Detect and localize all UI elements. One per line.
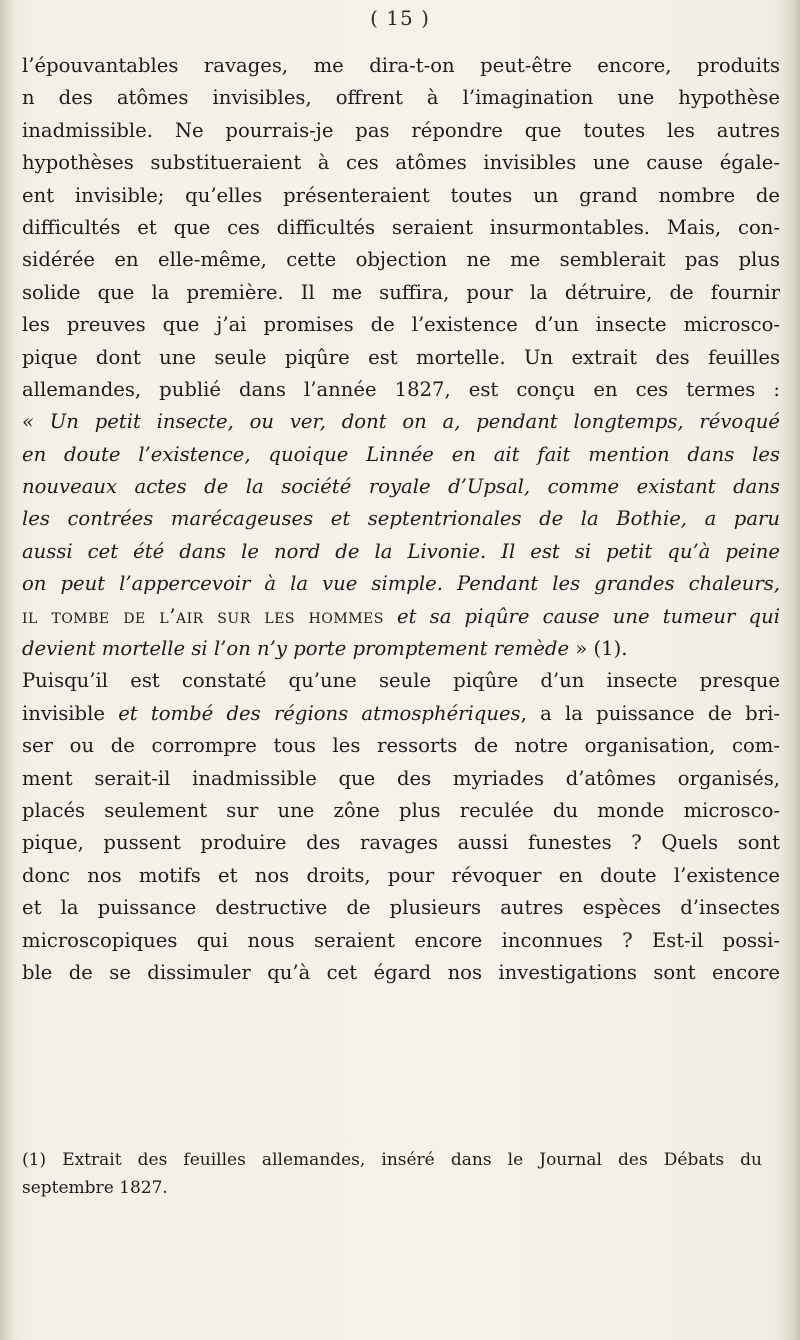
text-line: aussi cet été dans le nord de la Livonie. Il est si petit qu’à peine bbox=[22, 539, 780, 563]
text-line: allemandes, publié dans l’année 1827, est conçu en ces termes : bbox=[22, 377, 780, 401]
text-line: n des atômes invisibles, offrent à l’imagination une hypothèse bbox=[22, 86, 780, 110]
page-gutter-shadow bbox=[0, 0, 14, 1340]
text-line: devient mortelle si l’on n’y porte promptement remède » (1). bbox=[22, 637, 628, 661]
text-line: pique, pussent produire des ravages aussi funestes ? Quels sont bbox=[22, 831, 780, 855]
main-text-block bbox=[22, 50, 780, 989]
text-line: ment serait-il inadmissible que des myriades d’atômes organisés, bbox=[22, 766, 780, 790]
text-line: inadmissible. Ne pourrais-je pas répondre que toutes les autres bbox=[22, 118, 780, 142]
text-line: ble de se dissimuler qu’à cet égard nos investigations sont encore bbox=[22, 960, 780, 984]
footnote-line: septembre 1827. bbox=[22, 1178, 168, 1198]
text-line: il tombe de l’air sur les hommes et sa piqûre cause une tumeur qui bbox=[22, 604, 780, 628]
text-line: placés seulement sur une zône plus reculée du monde microsco- bbox=[22, 798, 780, 822]
text-line: difficultés et que ces difficultés seraient insurmontables. Mais, con- bbox=[22, 215, 780, 239]
page-edge-shadow bbox=[782, 0, 800, 1340]
footnote-line: (1) Extrait des feuilles allemandes, inséré dans le Journal des Débats du bbox=[22, 1150, 762, 1170]
text-line: Puisqu’il est constaté qu’une seule piqûre d’un insecte presque bbox=[22, 669, 780, 693]
text-line: les contrées marécageuses et septentrionales de la Bothie, a paru bbox=[22, 507, 780, 531]
text-line: en doute l’existence, quoique Linnée en ait fait mention dans les bbox=[22, 442, 780, 466]
text-line: pique dont une seule piqûre est mortelle. Un extrait des feuilles bbox=[22, 345, 780, 369]
text-line: hypothèses substitueraient à ces atômes invisibles une cause égale- bbox=[22, 151, 780, 175]
text-line: les preuves que j’ai promises de l’existence d’un insecte microsco- bbox=[22, 313, 780, 337]
footnote-block bbox=[22, 1146, 762, 1202]
text-line: l’épouvantables ravages, me dira-t-on peut-être encore, produits bbox=[22, 54, 780, 77]
text-line: ser ou de corrompre tous les ressorts de notre organisation, com- bbox=[22, 734, 780, 758]
text-line: donc nos motifs et nos droits, pour révoquer en doute l’existence bbox=[22, 863, 780, 887]
text-line: solide que la première. Il me suffira, pour la détruire, de fournir bbox=[22, 280, 780, 304]
text-line: « Un petit insecte, ou ver, dont on a, pendant longtemps, révoqué bbox=[22, 410, 780, 434]
text-line: invisible et tombé des régions atmosphériques, a la puissance de bri- bbox=[22, 701, 780, 725]
text-line: on peut l’appercevoir à la vue simple. Pendant les grandes chaleurs, bbox=[22, 572, 780, 596]
text-line: nouveaux actes de la société royale d’Upsal, comme existant dans bbox=[22, 475, 780, 499]
text-line: sidérée en elle-même, cette objection ne me semblerait pas plus bbox=[22, 248, 780, 272]
text-line: microscopiques qui nous seraient encore inconnues ? Est-il possi- bbox=[22, 928, 780, 952]
page-number: ( 15 ) bbox=[370, 6, 430, 30]
text-line: et la puissance destructive de plusieurs autres espèces d’insectes bbox=[22, 896, 780, 920]
text-line: ent invisible; qu’elles présenteraient toutes un grand nombre de bbox=[22, 183, 780, 207]
